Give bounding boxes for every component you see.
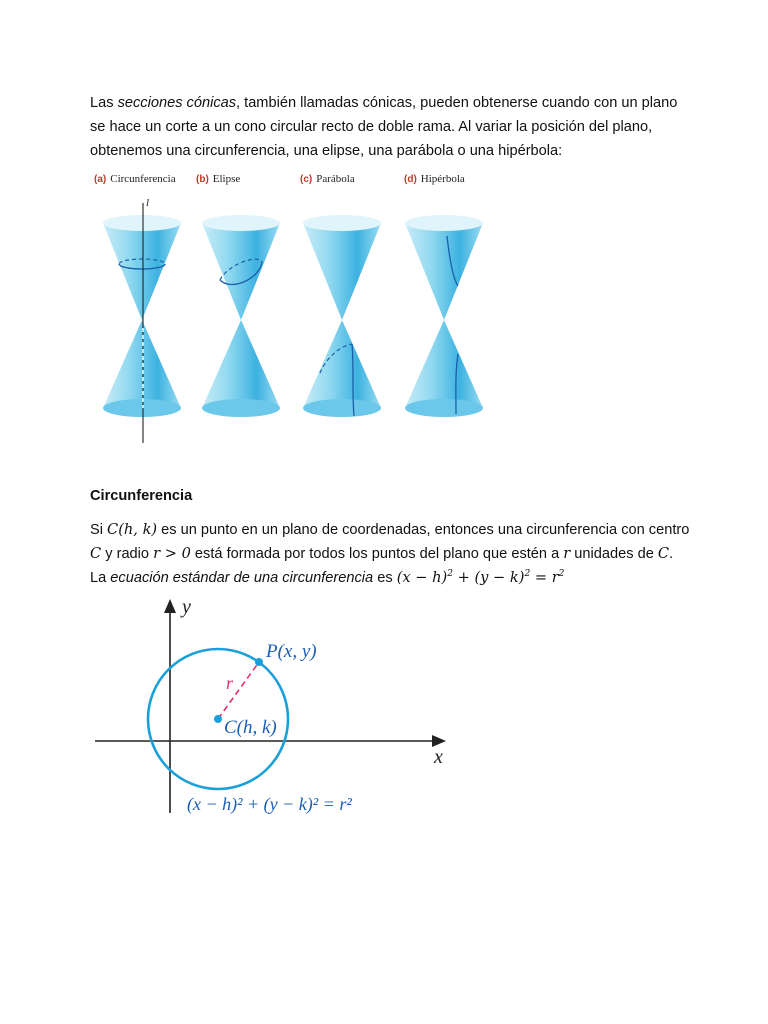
double-cone-b xyxy=(202,215,280,417)
radius-label: r xyxy=(226,673,234,693)
conic-sections-figure xyxy=(90,168,490,448)
y-axis-label: y xyxy=(182,596,191,618)
equation-label: (x − h)² + (y − k)² = r² xyxy=(187,794,352,814)
x-axis-label: x xyxy=(434,746,443,768)
intro-paragraph xyxy=(90,91,690,163)
center-label: C(h, k) xyxy=(224,717,277,738)
cone-label-b: (b) Elipse xyxy=(196,173,241,185)
circle-diagram xyxy=(90,595,460,825)
intro-text-1: Las xyxy=(90,95,118,111)
cone-label-a: (a) Circunferencia xyxy=(94,173,176,185)
standard-equation: $(x - h)^2 + (y - k)^2 = r^2$ xyxy=(396,569,565,586)
intro-text-2: , también llamadas cónicas, pueden obtenerse cuando con un plano se hace un corte a un cono circular recto de doble rama. Al variar la posición del plano, obtenemos una circunferencia, una elipse, una parábola o una hipérbola: xyxy=(90,95,678,159)
radius-line xyxy=(218,662,259,719)
center-point xyxy=(214,715,222,723)
intro-italic-term: secciones cónicas xyxy=(117,95,237,111)
section-heading: Circunferencia xyxy=(90,488,193,504)
cone-axis-label: l xyxy=(146,197,150,209)
double-cone-c xyxy=(303,215,381,417)
double-cone-a xyxy=(103,197,181,443)
point-p xyxy=(255,658,263,666)
cones-drawing xyxy=(90,168,490,448)
definition-paragraph: Si C(h, k) es un punto en un plano de coordenadas, entonces una circunferencia con centro C y radio r > 0 está formada por todos los puntos del plano que estén a r unidades de C. La ecuación estándar de una circunferencia es $(x - h)^2 + (y - k)^2 = r^2$ xyxy=(90,521,690,586)
circle-diagram-svg xyxy=(90,595,460,825)
double-cone-d xyxy=(405,215,483,417)
cone-label-c: (c) Parábola xyxy=(300,173,355,185)
italic-phrase: ecuación estándar de una circunferencia xyxy=(110,570,374,586)
point-p-label: P(x, y) xyxy=(266,641,317,662)
cone-label-d: (d) Hipérbola xyxy=(404,173,465,185)
y-axis-arrow xyxy=(164,599,176,613)
